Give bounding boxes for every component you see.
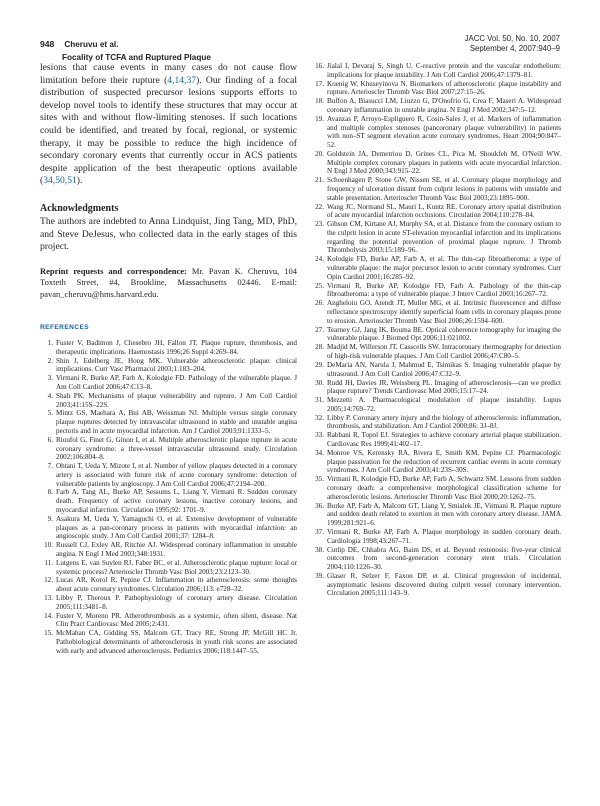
reference-item bbox=[311, 396, 561, 413]
reference-item bbox=[311, 475, 561, 501]
reference-number: 20. bbox=[315, 149, 324, 158]
reference-number: 30. bbox=[315, 378, 324, 387]
reference-list-right bbox=[311, 62, 561, 598]
reference-item bbox=[40, 576, 297, 593]
reprint-label: Reprint requests and correspondence: bbox=[40, 265, 187, 276]
reference-text: Fuster V, Badimon J, Chesebro JH, Fallon JT. Plaque rupture, thrombosis, and therapeutic implications. Haemostasis 1996;26 Suppl 4:269–84. bbox=[56, 338, 297, 356]
reference-number: 18. bbox=[315, 97, 324, 106]
right-column bbox=[311, 62, 561, 598]
reference-item bbox=[40, 462, 297, 488]
left-column bbox=[40, 62, 297, 656]
references-heading: REFERENCES bbox=[40, 323, 90, 331]
reference-text: Burke AP, Farb A, Malcom GT, Liang Y, Smialek JE, Virmani R. Plaque rupture and sudden death related to exertion in men with coronary artery disease. JAMA 1999;281:921–6. bbox=[327, 501, 561, 528]
reference-text: Jialal I, Devaraj S, Singh U. C-reactive protein and the vascular endothelium: implications for plaque instability. J Am Coll Cardiol 2006;47:1379–81. bbox=[327, 62, 561, 79]
reference-number: 1. bbox=[47, 338, 53, 347]
reference-item bbox=[311, 97, 561, 114]
reference-text: Fuster V, Moreno PR. Atherothrombosis as a systemic, often silent, disease. Nat Clin Pract Cardiovasc Med 2005;2:431. bbox=[56, 611, 297, 629]
reference-text: Goldstein JA, Demetriou D, Grines CL, Pica M, Shoukfeh M, O'Neill WW. Multiple complex coronary plaques in patients with acute myocardial infarction. N Engl J Med 2000;343:915–22. bbox=[327, 149, 561, 176]
reference-item bbox=[40, 541, 297, 558]
reference-item bbox=[311, 282, 561, 299]
reference-item bbox=[311, 546, 561, 572]
reference-item bbox=[311, 255, 561, 281]
reference-number: 31. bbox=[315, 396, 324, 405]
reference-item bbox=[311, 203, 561, 220]
reference-number: 4. bbox=[47, 391, 53, 400]
reference-item bbox=[40, 488, 297, 514]
reference-number: 9. bbox=[47, 514, 53, 523]
reference-text: Tearney GJ, Jang IK, Bouma BE. Optical coherence tomography for imaging the vulnerable plaque. J Biomed Opt 2006;11:021002. bbox=[327, 325, 561, 343]
reference-number: 5. bbox=[47, 409, 53, 418]
reference-number: 24. bbox=[315, 255, 324, 264]
reference-item bbox=[311, 299, 561, 325]
reference-item bbox=[311, 572, 561, 598]
reference-item bbox=[40, 594, 297, 611]
discussion-paragraph: lesions that cause events in many cases do not cause flow limitation before their rupture (4,14,37). Our finding of a focal distribution of suspected precursor lesions supports efforts to develop novel tools to identify these structures that may occur at sites with and without flow-limiting stenoses. If such locations could be identified, and treated by focal, regional, or systemic therapy, it may be possible to reduce the high incidence of secondary coronary events that currently occur in ACS patients despite application of the best therapeutic options available (34,50,51). bbox=[40, 62, 297, 187]
reference-number: 32. bbox=[315, 413, 324, 422]
reference-number: 17. bbox=[315, 79, 324, 88]
header-title: Focality of TCFA and Ruptured Plaque bbox=[62, 53, 211, 62]
reference-item bbox=[40, 515, 297, 541]
reference-number: 11. bbox=[44, 558, 53, 567]
acknowledgments-heading: Acknowledgments bbox=[40, 202, 119, 214]
reference-text: Virmani R, Burke AP, Farb A. Plaque morphology in sudden coronary death. Cardiologia 1998;43:267–71. bbox=[327, 528, 561, 545]
reference-text: Virmani R, Burke AP, Farb A, Kolodgie FD. Pathology of the vulnerable plaque. J Am Coll Cardiol 2006;47:C13–8. bbox=[56, 374, 297, 391]
reference-number: 33. bbox=[315, 431, 324, 440]
reference-item bbox=[40, 409, 297, 435]
reference-number: 10. bbox=[44, 541, 53, 550]
reference-text: Virmani R, Burke AP, Kolodgie FD, Farb A. Pathology of the thin-cap fibroatheroma: a type of vulnerable plaque. J Interv Cardiol 2003;16:267–72. bbox=[327, 281, 561, 299]
reference-item bbox=[311, 343, 561, 360]
reference-item bbox=[311, 115, 561, 150]
reference-item bbox=[311, 361, 561, 378]
reference-item bbox=[311, 414, 561, 431]
reference-item bbox=[311, 379, 561, 396]
reference-item bbox=[311, 431, 561, 448]
reprint-text: Mr. Pavan K. Cheruvu, 104 Toxteth Street, #4, Brookline, Massachusetts 02446. E-mail: pavan_cheruvu@hms.harvard.edu. bbox=[40, 265, 297, 299]
reference-text: Shin J, Edelberg JE, Hong MK. Vulnerable atherosclerotic plaque: clinical implications. Curr Vasc Pharmacol 2003;1:183–204. bbox=[56, 356, 297, 374]
reference-number: 3. bbox=[47, 374, 53, 383]
running-header-right bbox=[465, 34, 560, 54]
reference-item bbox=[40, 436, 297, 462]
reference-number: 8. bbox=[47, 488, 53, 497]
reference-list-left bbox=[40, 339, 297, 656]
reference-number: 29. bbox=[315, 360, 324, 369]
reference-item bbox=[311, 62, 561, 79]
reference-text: Angheloiu GO, Arendt JT, Muller MG, et al. Intrinsic fluorescence and diffuse reflectance spectroscopy identify superficial foam cells in coronary plaques prone to erosion. Arterioscler Thromb Vasc Biol 2006;26:1594–600. bbox=[327, 299, 561, 325]
header-date-pages: September 4, 2007:940–9 bbox=[469, 44, 560, 53]
reference-text: Rudd JH, Davies JR, Weissberg PL. Imaging of atherosclerosis—can we predict plaque rupture? Trends Cardiovasc Med 2005;15:17–24. bbox=[327, 378, 561, 396]
reference-number: 22. bbox=[315, 202, 324, 211]
reference-item bbox=[311, 502, 561, 528]
reference-number: 7. bbox=[47, 462, 53, 471]
reference-item bbox=[311, 220, 561, 255]
reference-text: Buffon A, Biasucci LM, Liuzzo G, D'Onofrio G, Crea F, Maseri A. Widespread coronary inflammation in unstable angina. N Engl J Med 2002;347:5–12. bbox=[327, 97, 561, 114]
reference-number: 39. bbox=[315, 572, 324, 580]
reference-number: 38. bbox=[315, 545, 324, 554]
reference-text: Rabbani R, Topol EJ. Strategies to achieve coronary arterial plaque stabilization. Cardiovasc Res 1999;41:402–17. bbox=[327, 431, 561, 449]
reference-text: Russell CJ, Exley AR, Ritchie AJ. Widespread coronary inflammation in unstable angina. N Engl J Med 2003;348:1931. bbox=[56, 541, 297, 558]
reference-text: Glaser R, Selzer F, Faxon DP, et al. Clinical progression of incidental, asymptomatic lesions discovered during culprit vessel coronary intervention. Circulation 2005;111:143–9. bbox=[327, 572, 561, 598]
reference-item bbox=[40, 374, 297, 391]
reference-item bbox=[40, 612, 297, 629]
header-journal: JACC Vol. 50, No. 10, 2007 bbox=[464, 34, 560, 43]
reference-text: Asakura M, Ueda Y, Yamaguchi O, et al. Extensive development of vulnerable plaques as a pan-coronary process in patients with myocardial infarction: an angioscopic study. J Am Coll Cardiol 2001;37: 1284–8. bbox=[56, 514, 297, 541]
reference-item bbox=[40, 559, 297, 576]
citation-link[interactable]: 4,14,37 bbox=[167, 74, 197, 86]
reference-number: 27. bbox=[315, 325, 324, 334]
reference-number: 13. bbox=[44, 594, 53, 603]
reference-item bbox=[40, 392, 297, 409]
reference-number: 26. bbox=[315, 299, 324, 308]
reference-number: 21. bbox=[315, 176, 324, 185]
reference-number: 12. bbox=[44, 576, 53, 585]
acknowledgments-text: The authors are indebted to Anna Lindquist, Jing Tang, MD, PhD, and Steve DeJesus, who collected data in the early stages of this project. bbox=[40, 215, 297, 253]
reference-text: Mintz GS, Maehara A, Bui AB, Weissman NJ. Multiple versus single coronary plaque ruptures detected by intravascular ultrasound in stable and unstable angina pectoris and in acute myocardial infarction. Am J Cardiol 2003;91:1333–5. bbox=[56, 409, 297, 435]
reference-text: Wang JC, Normand SL, Mauri L, Kuntz RE. Coronary artery spatial distribution of acute myocardial infarction occlusions. Circulation 2004;110:278–84. bbox=[327, 202, 561, 220]
reference-number: 28. bbox=[315, 343, 324, 352]
reference-text: Koenig W, Khuseyinova N. Biomarkers of atherosclerotic plaque instability and rupture. Arterioscler Thromb Vasc Biol 2007;27:15–26. bbox=[327, 79, 561, 97]
reference-number: 15. bbox=[44, 629, 53, 638]
reference-text: Lucas AR, Korol R, Pepine CJ. Inflammation in atherosclerosis: some thoughts about acute coronary syndromes. Circulation 2006;113: e728–32. bbox=[56, 576, 297, 594]
reference-item bbox=[311, 150, 561, 176]
reference-item bbox=[40, 357, 297, 374]
page-number: 948 bbox=[40, 39, 55, 49]
reference-text: McMahan CA, Gidding SS, Malcom GT, Tracy RE, Strong JP, McGill HC Jr. Pathobiological determinants of atherosclerosis in youth risk scores are associated with early and advanced atherosclerosis. Pediatrics 2006;118:1447–55. bbox=[56, 629, 297, 655]
reprint-requests bbox=[40, 266, 297, 300]
reference-text: DeMaria AN, Narula J, Mahmud E, Tsimikas S. Imaging vulnerable plaque by ultrasound. J Am Coll Cardiol 2006;47:C32–9. bbox=[327, 360, 561, 378]
reference-text: Cutlip DE, Chhabra AG, Baim DS, et al. Beyond restenosis: five-year clinical outcomes from second-generation coronary stent trials. Circulation 2004;110:1226–30. bbox=[327, 545, 561, 572]
reference-text: Madjid M, Willerson JT, Casscells SW. Intracoronary thermography for detection of high-risk vulnerable plaques. J Am Coll Cardiol 2006;47:C80–5. bbox=[327, 343, 561, 360]
reference-text: Avanzas P, Arroyo-Espliguero R, Cosin-Sales J, et al. Markers of inflammation and multiple complex stenoses (pancoronary plaque vulnerability) in patients with non–ST segment elevation acute coronary syndromes. Heart 2004;90:847–52. bbox=[327, 114, 561, 150]
reference-text: Gibson CM, Kirtane AJ, Murphy SA, et al. Distance from the coronary ostium to the culprit lesion in acute ST-elevation myocardial infarction and its implications regarding the potential prevention of proximal plaque rupture. J Thromb Thrombolysis 2003;15:189–96. bbox=[327, 220, 561, 255]
header-authors: Cheruvu et al. bbox=[64, 40, 119, 49]
reference-number: 19. bbox=[315, 114, 324, 123]
reference-text: Monroe VS, Kerensky RA, Rivera E, Smith KM, Pepine CJ. Pharmacologic plaque passivation for the reduction of recurrent cardiac events in acute coronary syndromes. J Am Coll Cardiol 2003;41:23S–30S. bbox=[327, 449, 561, 475]
reference-item bbox=[40, 339, 297, 356]
reference-text: Kolodgie FD, Burke AP, Farb A, et al. The thin-cap fibroatheroma: a type of vulnerable plaque: the major precursor lesion to acute coronary syndromes. Curr Opin Cardiol 2001;16:285–92. bbox=[327, 255, 561, 281]
reference-item bbox=[40, 629, 297, 655]
reference-number: 35. bbox=[315, 475, 324, 484]
reference-item bbox=[311, 80, 561, 97]
citation-link[interactable]: 34,50,51 bbox=[43, 175, 77, 187]
reference-text: Libby P, Theroux P. Pathophysiology of coronary artery disease. Circulation 2005;111:3481–8. bbox=[56, 594, 297, 611]
reference-text: Virmani R, Kolodgie FD, Burke AP, Farb A, Schwartz SM. Lessons from sudden coronary death: a comprehensive morphological classification scheme for atherosclerotic lesions. Arterioscler Thromb Vasc Biol 2000;20:1262–75. bbox=[327, 475, 561, 501]
reference-text: Mezzetti A. Pharmacological modulation of plaque instability. Lupus 2005;14:769–72. bbox=[327, 396, 561, 413]
reference-number: 23. bbox=[315, 220, 324, 229]
reference-item bbox=[311, 528, 561, 545]
reference-text: Farb A, Tang AL, Burke AP, Sessums L, Liang Y, Virmani R. Sudden coronary death. Frequency of active coronary lesions, inactive coronary lesions, and myocardial infarction. Circulation 1995;92: 1701–9. bbox=[56, 488, 297, 514]
reference-text: Ohtani T, Ueda Y, Mizote I, et al. Number of yellow plaques detected in a coronary artery is associated with future risk of acute coronary syndrome: detection of vulnerable patients by angioscopy. J Am Coll Cardiol 2006;47:2194–200. bbox=[56, 462, 297, 488]
reference-number: 37. bbox=[315, 528, 324, 537]
reference-number: 6. bbox=[47, 435, 53, 444]
reference-text: Rioufol G, Finet G, Ginon I, et al. Multiple atherosclerotic plaque rupture in acute coronary syndrome: a three-vessel intravascular ultrasound study. Circulation 2002;106:804–8. bbox=[56, 435, 297, 462]
reference-number: 34. bbox=[315, 449, 324, 457]
reference-item bbox=[311, 449, 561, 475]
running-header-left bbox=[40, 34, 211, 62]
reference-text: Lutgens E, van Suylen RJ, Faber BC, et al. Atherosclerotic plaque rupture: local or systemic process? Arterioscler Thromb Vasc Biol 2003;23:2123–30. bbox=[56, 558, 297, 576]
reference-text: Shah PK. Mechanisms of plaque vulnerability and rupture. J Am Coll Cardiol 2003;41:15S–22S. bbox=[56, 391, 297, 409]
reference-text: Schoenhagen P, Stone GW, Nissen SE, et al. Coronary plaque morphology and frequency of ulceration distant from culprit lesions in patients with unstable and stable presentation. Arterioscler Thromb Vasc Biol 2003;23:1895–900. bbox=[327, 176, 561, 202]
reference-number: 36. bbox=[315, 501, 324, 510]
reference-text: Libby P. Coronary artery injury and the biology of atherosclerosis: inflammation, thrombosis, and stabilization. Am J Cardiol 2000;86: 3J–8J. bbox=[327, 413, 561, 431]
reference-item bbox=[311, 176, 561, 202]
reference-number: 2. bbox=[47, 356, 53, 365]
reference-number: 14. bbox=[44, 611, 53, 620]
reference-number: 25. bbox=[315, 281, 324, 290]
reference-number: 16. bbox=[315, 62, 324, 70]
reference-item bbox=[311, 326, 561, 343]
